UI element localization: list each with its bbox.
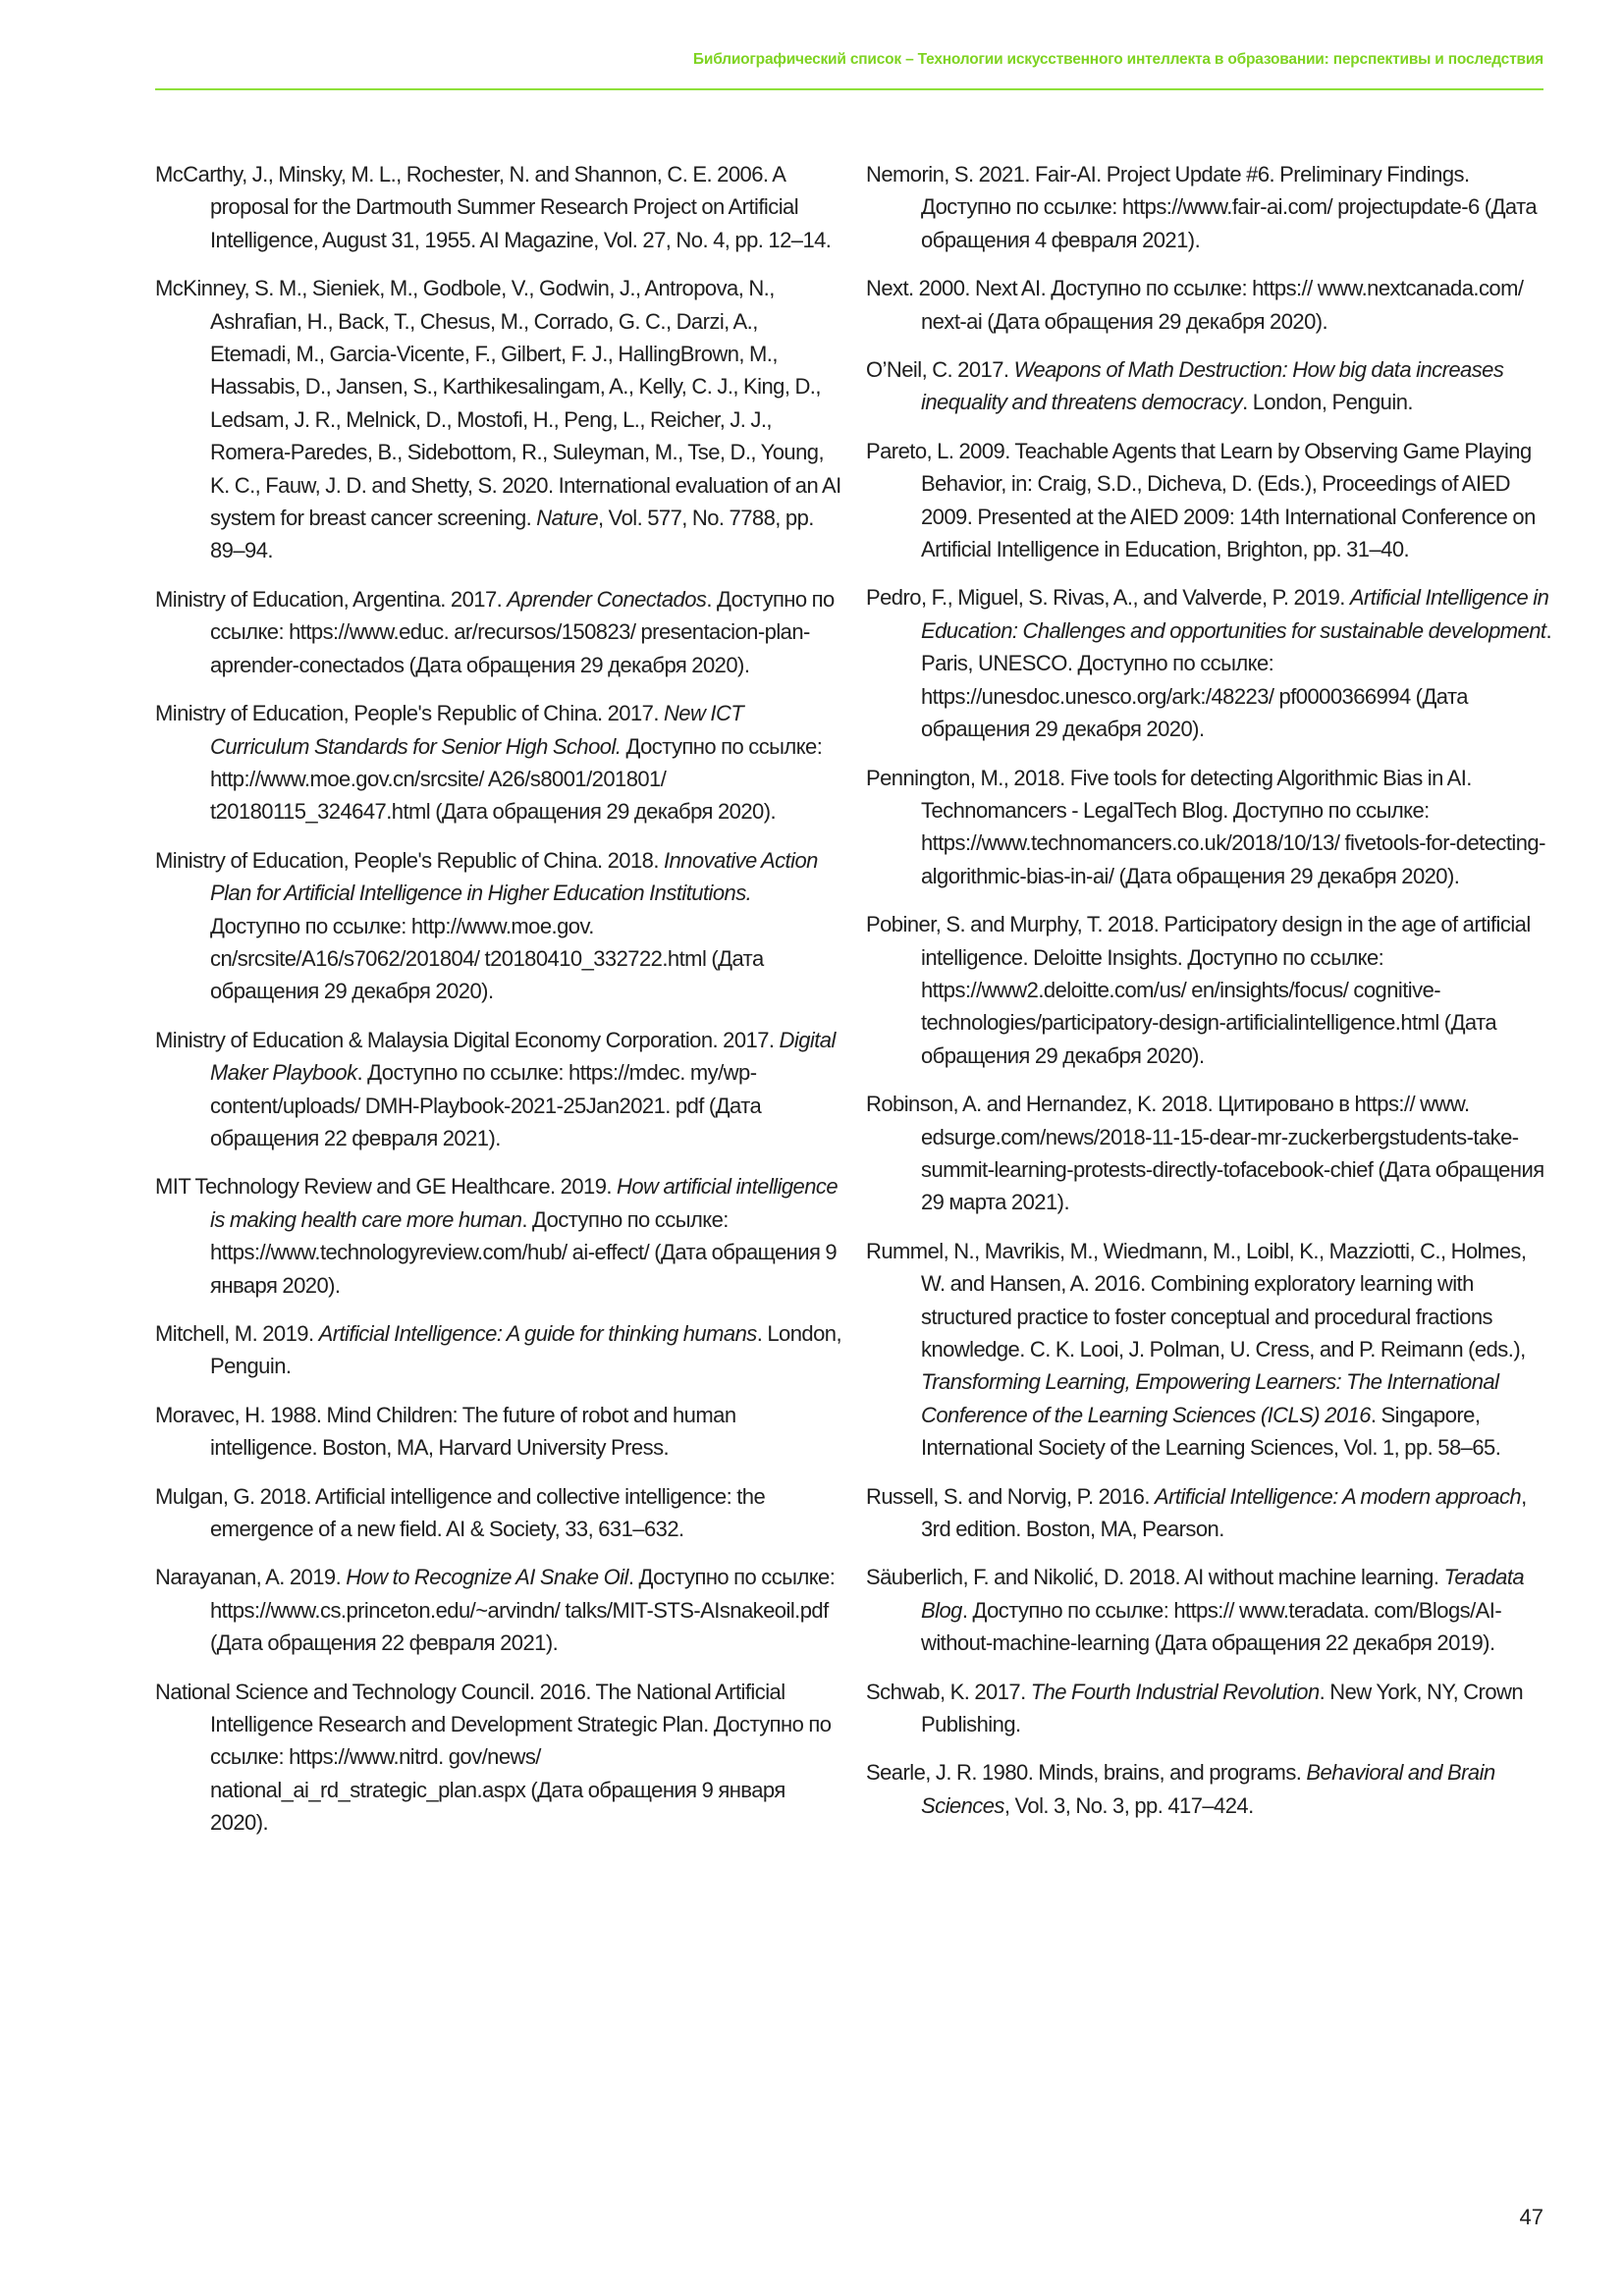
bibliography-entry xyxy=(866,1561,1553,1659)
entry-text: National Science and Technology Council. 2016. The National Artificial Intelligence Research and Development Strategic Plan. Доступно по ссылке: https://www.nitrd. gov/news/ national_ai_rd_strategic_plan.aspx (Дата обращения 9 января 2020). xyxy=(155,1679,832,1836)
bibliography-column-right xyxy=(866,158,1553,1838)
entry-text: MIT Technology Review and GE Healthcare. 2019. xyxy=(155,1174,618,1200)
entry-text: . London, Penguin. xyxy=(1242,390,1413,415)
entry-title-italic: Aprender Conectados xyxy=(507,586,707,612)
entry-text: Ministry of Education & Malaysia Digital Economy Corporation. 2017. xyxy=(155,1027,780,1052)
bibliography-entry xyxy=(866,908,1553,1072)
entry-text: Narayanan, A. 2019. xyxy=(155,1565,347,1590)
entry-text: Russell, S. and Norvig, P. 2016. xyxy=(866,1483,1155,1509)
bibliography-entry xyxy=(155,1399,842,1465)
entry-title-italic: Artificial Intelligence in Education: Challenges and opportunities for sustainable development xyxy=(921,585,1549,643)
bibliography-entry xyxy=(866,762,1553,893)
entry-text: Pedro, F., Miguel, S. Rivas, A., and Valverde, P. 2019. xyxy=(866,585,1350,611)
entry-title-italic: Digital Maker Playbook xyxy=(210,1027,836,1086)
entry-title-italic: New ICT Curriculum Standards for Senior High School. xyxy=(210,701,744,759)
entry-text: Next. 2000. Next AI. Доступно по ссылке: https:// www.nextcanada.com/ next-ai (Дата обращения 29 декабря 2020). xyxy=(866,276,1524,334)
entry-title-italic: Transforming Learning, Empowering Learners: The International Conference of the Learning Sciences (ICLS) 2016 xyxy=(921,1369,1499,1427)
bibliography-entry xyxy=(866,1235,1553,1465)
bibliography-entry xyxy=(866,1088,1553,1219)
entry-text: , Vol. 3, No. 3, pp. 417–424. xyxy=(1003,1792,1254,1818)
entry-text: . New York, NY, Crown Publishing. xyxy=(921,1679,1524,1737)
entry-text: . Singapore, International Society of the Learning Sciences, Vol. 1, pp. 58–65. xyxy=(921,1402,1501,1461)
entry-text: . Доступно по ссылке: https://mdec. my/wp-content/uploads/ DMH-Playbook-2021-25Jan2021. pdf (Дата обращения 22 февраля 2021). xyxy=(210,1060,762,1150)
entry-text: Robinson, A. and Hernandez, K. 2018. Цитировано в https:// www. edsurge.com/news/2018-11-15-dear-mr-zuckerbergstudents-take-summit-learning-protests-directly-tofacebook-chief (Дата обращения 29 марта 2021). xyxy=(866,1092,1544,1215)
entry-title-italic: Nature xyxy=(536,506,599,531)
bibliography-entry xyxy=(155,1480,842,1546)
entry-text: Rummel, N., Mavrikis, M., Wiedmann, M., Loibl, K., Mazziotti, C., Holmes, W. and Hansen, A. 2016. Combining exploratory learning with structured practice to foster conceptual and procedural fractions knowledge. C. K. Looi, J. Polman, U. Cress, and P. Reimann (eds.), xyxy=(866,1238,1527,1362)
entry-title-italic: The Fourth Industrial Revolution xyxy=(1030,1679,1320,1704)
entry-text: . Доступно по ссылке: https:// www.teradata. com/Blogs/AI-without-machine-learning (Дата обращения 22 декабря 2019). xyxy=(921,1597,1502,1656)
entry-title-italic: Weapons of Math Destruction: How big data increases inequality and threatens democracy xyxy=(921,357,1504,415)
entry-text: Searle, J. R. 1980. Minds, brains, and programs. xyxy=(866,1760,1307,1786)
entry-text: . Доступно по ссылке: https://www.technologyreview.com/hub/ ai-effect/ (Дата обращения 9 января 2020). xyxy=(210,1206,838,1298)
entry-text: O’Neil, C. 2017. xyxy=(866,357,1014,383)
entry-text: Ministry of Education, People's Republic of China. 2017. xyxy=(155,701,664,726)
header-rule xyxy=(155,88,1543,90)
entry-title-italic: Artificial Intelligence: A modern approach xyxy=(1154,1483,1522,1509)
bibliography-entry xyxy=(155,272,842,567)
entry-text: Доступно по ссылке: http://www.moe.gov.cn/srcsite/ A26/s8001/201801/ t20180115_324647.html (Дата обращения 29 декабря 2020). xyxy=(210,733,823,825)
entry-text: , Vol. 577, No. 7788, pp. 89–94. xyxy=(210,506,814,563)
page-number: 47 xyxy=(1519,2205,1543,2229)
bibliography-entry xyxy=(866,1756,1553,1822)
bibliography-entry xyxy=(866,1480,1553,1546)
entry-text: Ministry of Education, People's Republic of China. 2018. xyxy=(155,847,664,873)
bibliography-entry xyxy=(155,1170,842,1302)
bibliography-entry xyxy=(866,353,1553,419)
entry-text: Nemorin, S. 2021. Fair-AI. Project Update #6. Preliminary Findings. Доступно по ссылке: https://www.fair-ai.com/ projectupdate-6 (Дата обращения 4 февраля 2021). xyxy=(866,162,1538,252)
entry-title-italic: Teradata Blog xyxy=(921,1565,1525,1623)
entry-text: McCarthy, J., Minsky, M. L., Rochester, N. and Shannon, C. E. 2006. A proposal for the Dartmouth Summer Research Project on Artificial Intelligence, August 31, 1955. AI Magazine, Vol. 27, No. 4, pp. 12–14. xyxy=(155,162,832,252)
entry-text: . Paris, UNESCO. Доступно по ссылке: https://unesdoc.unesco.org/ark:/48223/ pf0000366994 (Дата обращения 29 декабря 2020). xyxy=(921,617,1552,742)
entry-text: Säuberlich, F. and Nikolić, D. 2018. AI without machine learning. xyxy=(866,1565,1444,1590)
entry-text: Schwab, K. 2017. xyxy=(866,1679,1031,1704)
bibliography-entry xyxy=(155,1317,842,1383)
entry-text: McKinney, S. M., Sieniek, M., Godbole, V., Godwin, J., Antropova, N., Ashrafian, H., Back, T., Chesus, M., Corrado, G. C., Darzi, A., Etemadi, M., Garcia-Vicente, F., Gilbert, F. J., HallingBrown, M., Hassabis, D., Jansen, S., Karthikesalingam, A., Kelly, C. J., King, D., Ledsam, J. R., Melnick, D., Mostofi, H., Peng, L., Reicher, J. J., Romera-Paredes, B., Sidebottom, R., Suleyman, M., Tse, D., Young, K. C., Fauw, J. D. and Shetty, S. 2020. International evaluation of an AI system for breast cancer screening. xyxy=(155,276,841,531)
entry-title-italic: Innovative Action Plan for Artificial Intelligence in Higher Education Institutions. xyxy=(210,847,818,906)
entry-text: . Доступно по ссылке: https://www.educ. ar/recursos/150823/ presentacion-plan-aprender-conectados (Дата обращения 29 декабря 2020). xyxy=(210,586,835,677)
entry-title-italic: How artificial intelligence is making health care more human xyxy=(210,1174,839,1232)
bibliography-entry xyxy=(155,158,842,256)
entry-title-italic: Artificial Intelligence: A guide for thinking humans xyxy=(318,1321,757,1346)
bibliography-entry xyxy=(866,1676,1553,1741)
bibliography-entry xyxy=(866,581,1553,745)
entry-title-italic: How to Recognize AI Snake Oil xyxy=(346,1565,628,1590)
bibliography-entry xyxy=(155,1024,842,1155)
entry-title-italic: Behavioral and Brain Sciences xyxy=(921,1760,1495,1818)
bibliography-column-left xyxy=(155,158,842,1855)
bibliography-entry xyxy=(866,158,1553,256)
entry-text: . London, Penguin. xyxy=(210,1321,842,1379)
bibliography-entry xyxy=(866,272,1553,338)
bibliography-entry xyxy=(155,844,842,1008)
entry-text: Ministry of Education, Argentina. 2017. xyxy=(155,586,508,612)
entry-text: , 3rd edition. Boston, MA, Pearson. xyxy=(921,1483,1527,1542)
entry-text: Pennington, M., 2018. Five tools for detecting Algorithmic Bias in AI. Technomancers - LegalTech Blog. Доступно по ссылке: https://www.technomancers.co.uk/2018/10/13/ fivetools-for-detecting-algorithmic-bias-in-ai/ (Дата обращения 29 декабря 2020). xyxy=(866,765,1545,888)
entry-text: Pobiner, S. and Murphy, T. 2018. Participatory design in the age of artificial intelligence. Deloitte Insights. Доступно по ссылке: https://www2.deloitte.com/us/ en/insights/focus/ cognitive-technologies/participatory-design-artificialintelligence.html (Дата обращения 29 декабря 2020). xyxy=(866,912,1531,1068)
entry-text: Mulgan, G. 2018. Artificial intelligence and collective intelligence: the emergence of a new field. AI & Society, 33, 631–632. xyxy=(155,1483,766,1542)
bibliography-entry xyxy=(155,697,842,828)
bibliography-entry xyxy=(866,435,1553,566)
entry-text: Доступно по ссылке: http://www.moe.gov. cn/srcsite/A16/s7062/201804/ t20180410_332722.html (Дата обращения 29 декабря 2020). xyxy=(210,913,764,1004)
bibliography-entry xyxy=(155,1561,842,1659)
running-header: Библиографический список – Технологии искусственного интеллекта в образовании: перспективы и последствия xyxy=(692,51,1543,68)
bibliography-entry xyxy=(155,1676,842,1840)
entry-text: . Доступно по ссылке: https://www.cs.princeton.edu/~arvindn/ talks/MIT-STS-AIsnakeoil.pdf (Дата обращения 22 февраля 2021). xyxy=(210,1565,836,1656)
bibliography-entry xyxy=(155,583,842,681)
entry-text: Mitchell, M. 2019. xyxy=(155,1321,319,1346)
entry-text: Pareto, L. 2009. Teachable Agents that Learn by Observing Game Playing Behavior, in: Craig, S.D., Dicheva, D. (Eds.), Proceedings of AIED 2009. Presented at the AIED 2009: 14th International Conference on Artificial Intelligence in Education, Brighton, pp. 31–40. xyxy=(866,438,1536,562)
entry-text: Moravec, H. 1988. Mind Children: The future of robot and human intelligence. Boston, MA, Harvard University Press. xyxy=(155,1402,736,1461)
